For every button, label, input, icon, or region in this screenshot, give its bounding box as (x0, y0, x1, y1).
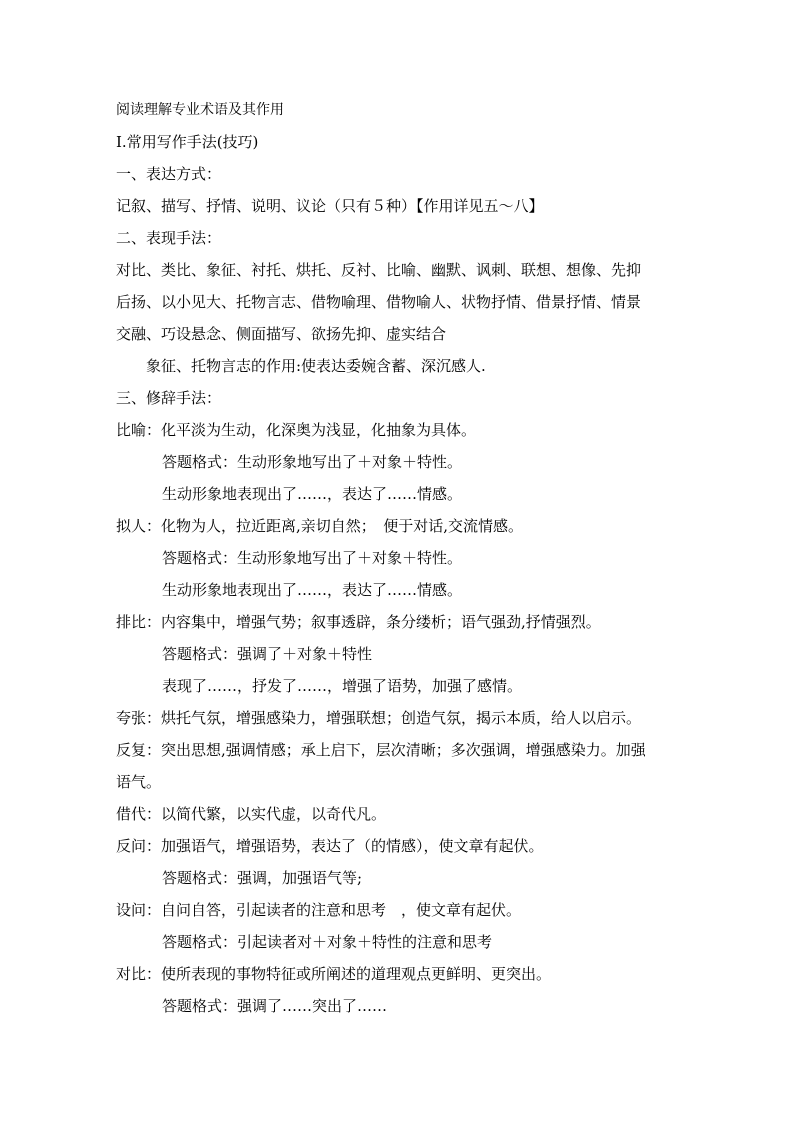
contrast-definition: 对比：使所表现的事物特征或所阐述的道理观点更鲜明、更突出。 (116, 965, 552, 983)
part-heading: Ⅰ.常用写作手法(技巧) (116, 133, 259, 151)
section-heading-rhetoric: 三、修辞手法： (116, 389, 222, 407)
parallelism-definition: 排比：内容集中，增强气势；叙事透辟，条分缕析；语气强劲,抒情强烈。 (116, 613, 601, 631)
repetition-definition-cont: 语气。 (116, 773, 162, 791)
self-question-answer-format: 答题格式：引起读者对＋对象＋特性的注意和思考 (162, 933, 493, 951)
repetition-definition: 反复：突出思想,强调情感；承上启下，层次清晰；多次强调，增强感染力。加强 (116, 741, 646, 759)
section-heading-techniques: 二、表现手法： (116, 229, 222, 247)
techniques-text-line: 后扬、以小见大、托物言志、借物喻理、借物喻人、状物抒情、借景抒情、情景 (116, 293, 642, 311)
personification-answer-format: 答题格式：生动形象地写出了＋对象＋特性。 (162, 549, 463, 567)
symbolism-note: 象征、托物言志的作用:使表达委婉含蓄、深沉感人. (146, 357, 486, 375)
parallelism-answer-format: 答题格式：强调了＋对象＋特性 (162, 645, 373, 663)
rhetorical-question-definition: 反问：加强语气，增强语势，表达了（的情感），使文章有起伏。 (116, 837, 544, 855)
metaphor-answer-format: 答题格式：生动形象地写出了＋对象＋特性。 (162, 453, 463, 471)
metonymy-definition: 借代：以简代繁，以实代虚，以奇代凡。 (116, 805, 387, 823)
rhetorical-question-answer-format: 答题格式：强调，加强语气等; (162, 869, 363, 887)
document-page (116, 94, 696, 1022)
techniques-text-line: 对比、类比、象征、衬托、烘托、反衬、比喻、幽默、讽刺、联想、想像、先抑 (116, 261, 642, 279)
personification-definition: 拟人：化物为人，拉近距离,亲切自然； 便于对话,交流情感。 (116, 517, 524, 535)
section-heading-expression: 一、表达方式： (116, 165, 222, 183)
personification-answer-format: 生动形象地表现出了……，表达了……情感。 (162, 581, 463, 599)
contrast-answer-format: 答题格式：强调了……突出了…… (162, 997, 388, 1015)
metaphor-answer-format: 生动形象地表现出了……，表达了……情感。 (162, 485, 463, 503)
techniques-text-line: 交融、巧设悬念、侧面描写、欲扬先抑、虚实结合 (116, 325, 447, 343)
document-title: 阅读理解专业术语及其作用 (116, 102, 284, 118)
metaphor-definition: 比喻：化平淡为生动，化深奥为浅显，化抽象为具体。 (116, 421, 477, 439)
self-question-definition: 设问：自问自答，引起读者的注意和思考 ，使文章有起伏。 (116, 901, 522, 919)
expression-methods-text: 记叙、描写、抒情、说明、议论（只有５种）【作用详见五～八】 (116, 197, 544, 215)
parallelism-answer-format: 表现了……，抒发了……，增强了语势，加强了感情。 (162, 677, 523, 695)
hyperbole-definition: 夸张：烘托气氛，增强感染力，增强联想；创造气氛，揭示本质，给人以启示。 (116, 709, 642, 727)
